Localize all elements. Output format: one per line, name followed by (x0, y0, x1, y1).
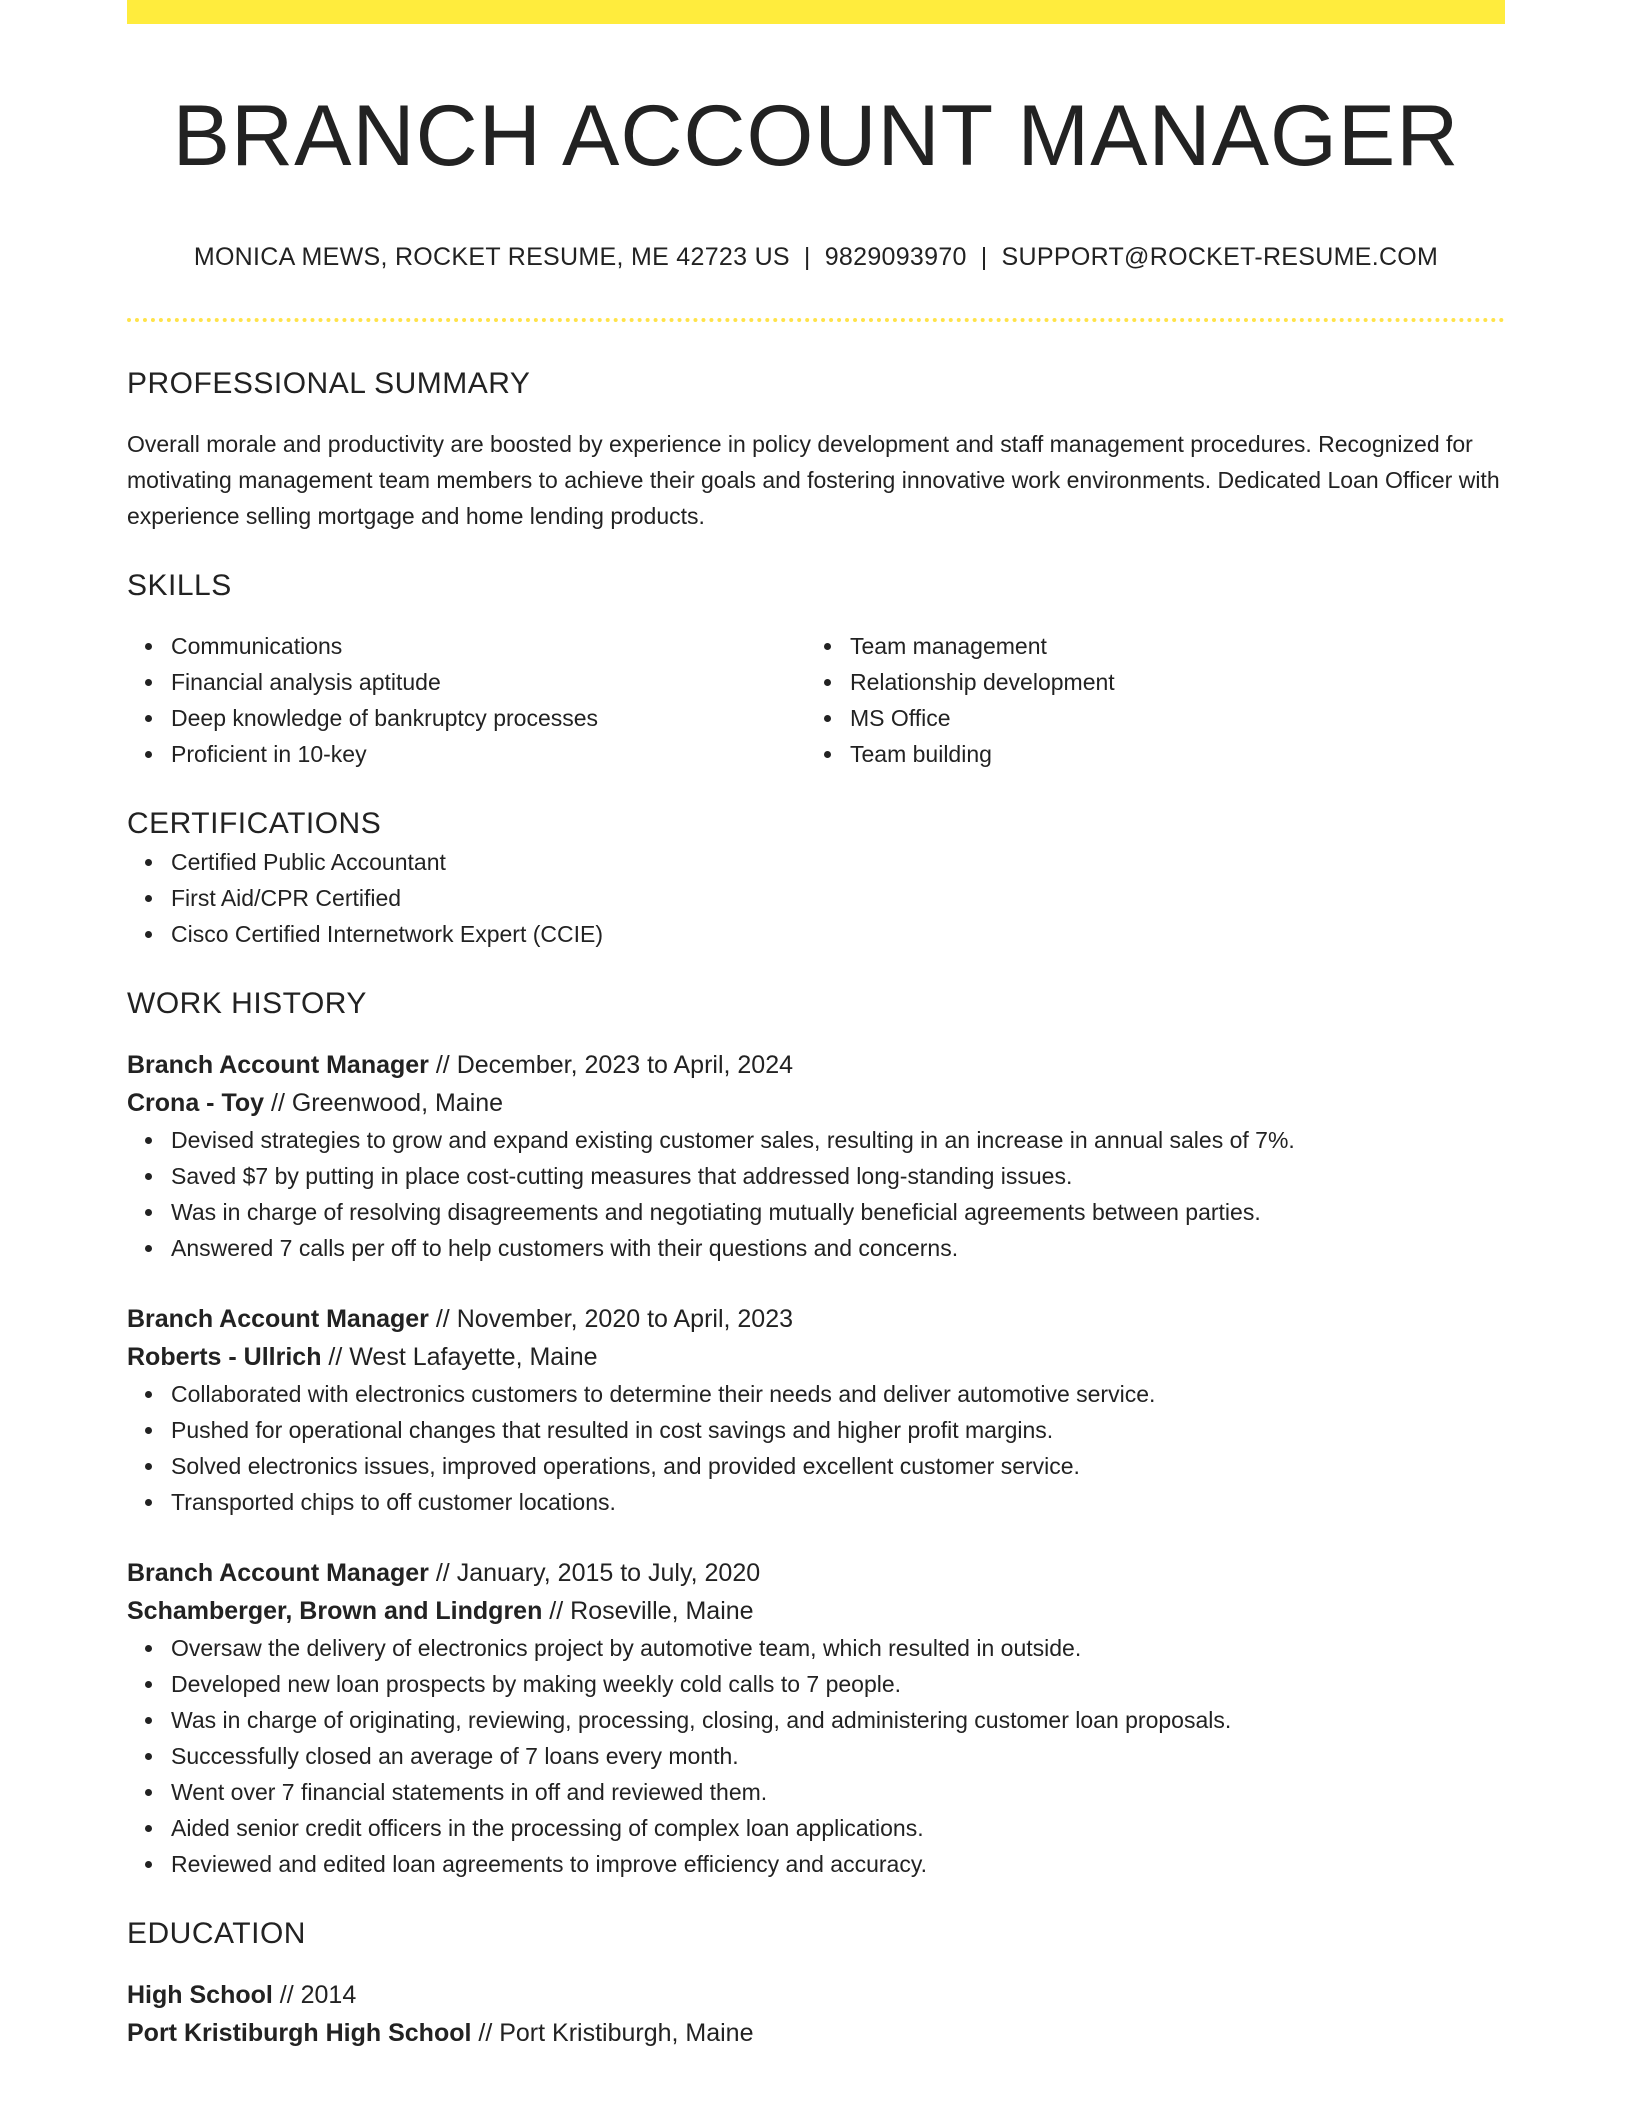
job-company-line (127, 1338, 1505, 1376)
certifications-list (127, 844, 1505, 952)
skill-item: Proficient in 10-key (171, 736, 806, 772)
education-section (127, 1914, 1505, 2052)
job-bullet: Oversaw the delivery of electronics project by automotive team, which resulted in outside. (171, 1630, 1505, 1666)
job-bullet: Pushed for operational changes that resulted in cost savings and higher profit margins. (171, 1412, 1505, 1448)
section-heading-work-history: WORK HISTORY (127, 987, 367, 1020)
skill-item: Team management (850, 628, 1485, 664)
job-bullets (127, 1630, 1505, 1882)
job-title: Branch Account Manager (127, 1051, 429, 1079)
skills-list-right (806, 628, 1485, 772)
education-degree: High School (127, 1981, 273, 2009)
job-company: Crona - Toy (127, 1089, 265, 1117)
job-company: Roberts - Ullrich (127, 1343, 322, 1371)
education-degree-line (127, 1976, 1505, 2014)
job-entry (127, 1046, 1505, 1266)
education-school: Port Kristiburgh High School (127, 2019, 472, 2047)
job-bullet: Successfully closed an average of 7 loans every month. (171, 1738, 1505, 1774)
skills-column-left (127, 628, 806, 772)
job-bullet: Aided senior credit officers in the processing of complex loan applications. (171, 1810, 1505, 1846)
job-title-line (127, 1300, 1505, 1338)
education-school-line (127, 2014, 1505, 2052)
certification-item: Certified Public Accountant (171, 844, 1505, 880)
contact-separator: | (980, 243, 988, 271)
job-entry (127, 1554, 1505, 1882)
job-bullet: Transported chips to off customer locations. (171, 1484, 1505, 1520)
education-entry (127, 1976, 1505, 2052)
education-location: // Port Kristiburgh, Maine (471, 2019, 754, 2047)
dotted-divider (127, 318, 1505, 322)
skill-item: Relationship development (850, 664, 1485, 700)
job-bullets (127, 1122, 1505, 1266)
job-title-line (127, 1046, 1505, 1084)
skill-item: Financial analysis aptitude (171, 664, 806, 700)
summary-text: Overall morale and productivity are boosted by experience in policy development and staff management procedures. Recognized for motivating management team members to achieve their goals and fostering innovative work environments. Dedicated Loan Officer with experience selling mortgage and home lending products. (127, 431, 1500, 529)
skill-item: Team building (850, 736, 1485, 772)
job-title: Branch Account Manager (127, 1305, 429, 1333)
skills-column-right (806, 628, 1485, 772)
skills-grid (127, 628, 1505, 772)
section-heading-education: EDUCATION (127, 1917, 306, 1950)
skills-list-left (127, 628, 806, 772)
job-dates: // December, 2023 to April, 2024 (428, 1051, 794, 1079)
job-location: // Roseville, Maine (542, 1597, 754, 1625)
job-title-line (127, 1554, 1505, 1592)
job-location: // Greenwood, Maine (264, 1089, 504, 1117)
job-location: // West Lafayette, Maine (321, 1343, 598, 1371)
job-company-line (127, 1592, 1505, 1630)
contact-email: SUPPORT@ROCKET-RESUME.COM (1001, 243, 1439, 271)
job-bullet: Went over 7 financial statements in off and reviewed them. (171, 1774, 1505, 1810)
job-bullet: Was in charge of resolving disagreements and negotiating mutually beneficial agreements between parties. (171, 1194, 1505, 1230)
section-heading-summary: PROFESSIONAL SUMMARY (127, 367, 531, 400)
job-bullet: Collaborated with electronics customers to determine their needs and deliver automotive service. (171, 1376, 1505, 1412)
certifications-section (127, 804, 1505, 952)
skill-item: MS Office (850, 700, 1485, 736)
education-year: // 2014 (272, 1981, 357, 2009)
accent-bar (127, 0, 1505, 24)
skill-item: Communications (171, 628, 806, 664)
professional-summary-section (127, 364, 1505, 534)
job-company-line (127, 1084, 1505, 1122)
job-bullet: Devised strategies to grow and expand existing customer sales, resulting in an increase in annual sales of 7%. (171, 1122, 1505, 1158)
job-bullet: Answered 7 calls per off to help customers with their questions and concerns. (171, 1230, 1505, 1266)
job-bullet: Reviewed and edited loan agreements to improve efficiency and accuracy. (171, 1846, 1505, 1882)
job-bullet: Saved $7 by putting in place cost-cutting measures that addressed long-standing issues. (171, 1158, 1505, 1194)
job-title: Branch Account Manager (127, 1559, 429, 1587)
job-bullets (127, 1376, 1505, 1520)
section-heading-certifications: CERTIFICATIONS (127, 807, 382, 840)
job-dates: // November, 2020 to April, 2023 (428, 1305, 794, 1333)
job-company: Schamberger, Brown and Lindgren (127, 1597, 543, 1625)
contact-line (127, 240, 1505, 274)
job-bullet: Developed new loan prospects by making weekly cold calls to 7 people. (171, 1666, 1505, 1702)
job-entry (127, 1300, 1505, 1520)
contact-separator: | (803, 243, 811, 271)
work-history-section (127, 984, 1505, 1882)
certification-item: First Aid/CPR Certified (171, 880, 1505, 916)
section-heading-skills: SKILLS (127, 569, 232, 602)
resume-title: BRANCH ACCOUNT MANAGER (172, 88, 1460, 184)
certification-item: Cisco Certified Internetwork Expert (CCIE) (171, 916, 1505, 952)
job-dates: // January, 2015 to July, 2020 (428, 1559, 761, 1587)
job-bullet: Solved electronics issues, improved operations, and provided excellent customer service. (171, 1448, 1505, 1484)
contact-phone: 9829093970 (824, 243, 967, 271)
job-bullet: Was in charge of originating, reviewing, processing, closing, and administering customer loan proposals. (171, 1702, 1505, 1738)
skill-item: Deep knowledge of bankruptcy processes (171, 700, 806, 736)
resume-page (127, 0, 1505, 2052)
skills-section (127, 566, 1505, 772)
contact-address: MONICA MEWS, ROCKET RESUME, ME 42723 US (193, 243, 790, 271)
